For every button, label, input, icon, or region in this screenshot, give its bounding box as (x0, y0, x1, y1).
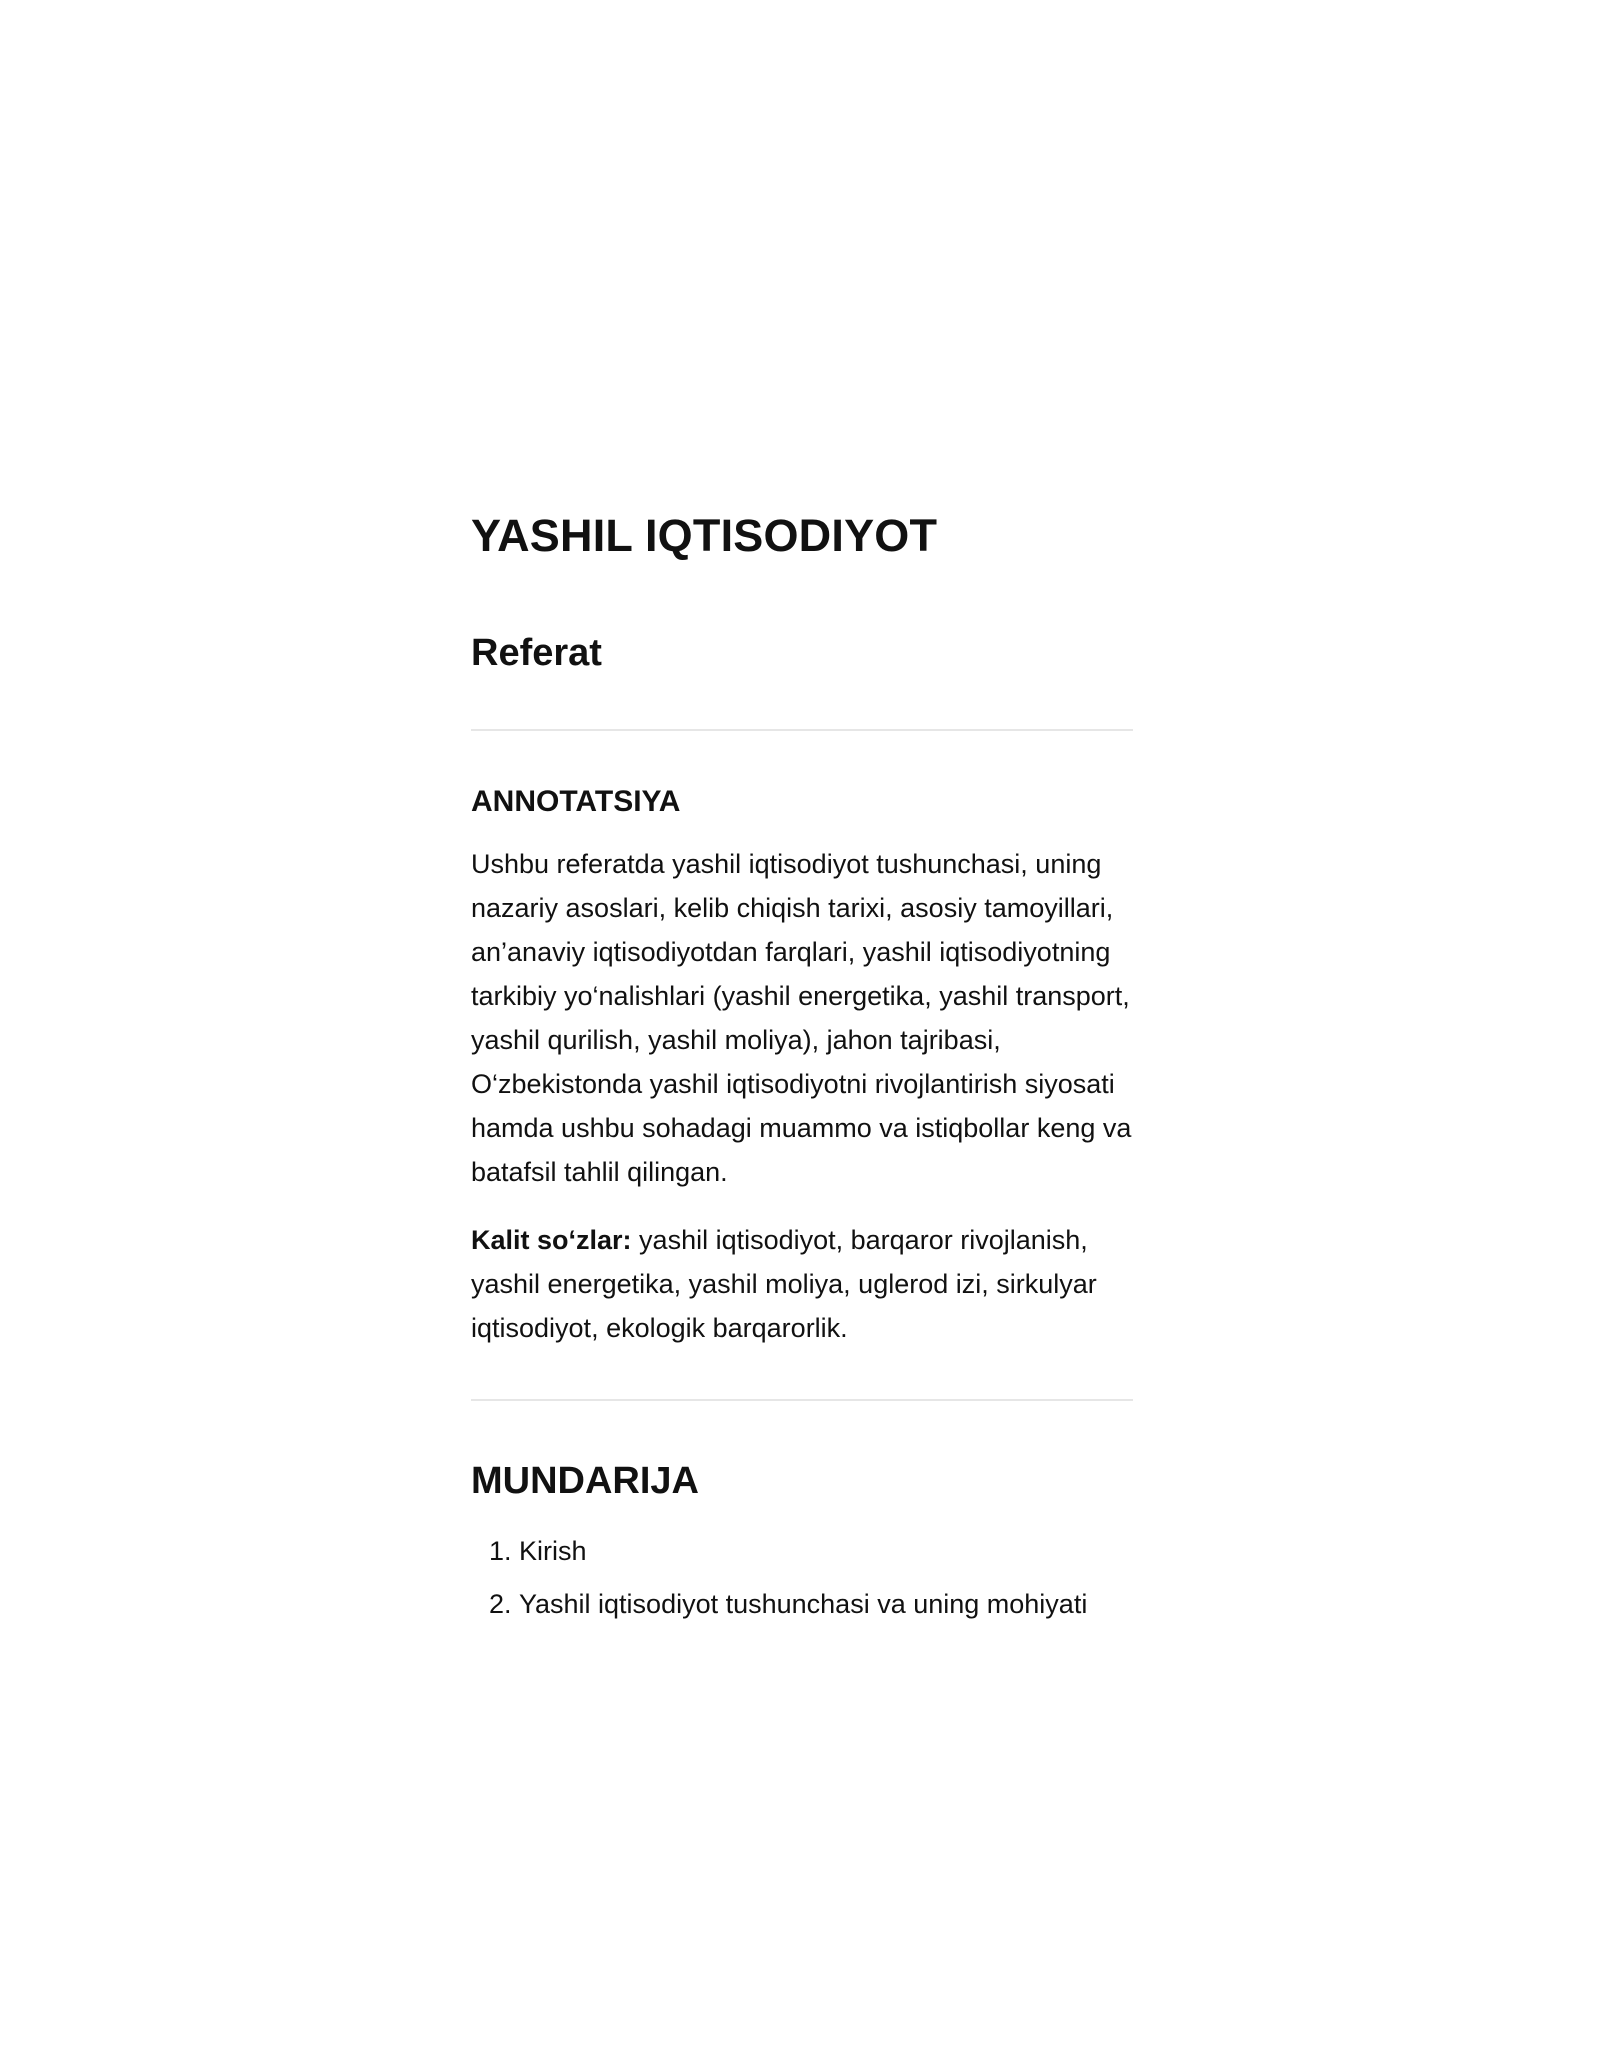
keywords-paragraph (471, 1218, 1133, 1350)
contents-item[interactable] (489, 1586, 1133, 1622)
annotation-text: Ushbu referatda yashil iqtisodiyot tushunchasi, uning nazariy asoslari, kelib chiqish tarixi, asosiy tamoyillari, an’anaviy iqtisodiyotdan farqlari, yashil iqtisodiyotning tarkibiy yo‘nalishlari (yashil energetika, yashil transport, yashil qurilish, yashil moliya), jahon tajribasi, O‘zbekistonda yashil iqtisodiyotni rivojlantirish siyosati hamda ushbu sohadagi muammo va istiqbollar keng va batafsil tahlil qilingan. (471, 849, 1132, 1188)
contents-heading: MUNDARIJA (471, 1460, 699, 1503)
contents-list (471, 1533, 1133, 1622)
annotation-section (471, 784, 1133, 1350)
annotation-heading: ANNOTATSIYA (471, 785, 681, 819)
contents-item-number: 2. (489, 1589, 512, 1620)
document-title: YASHIL IQTISODIYOT (471, 510, 938, 561)
contents-item-label: Yashil iqtisodiyot tushunchasi va uning mohiyati (519, 1589, 1088, 1620)
divider (471, 1399, 1133, 1401)
contents-item-number: 1. (489, 1536, 512, 1567)
keywords-text: yashil iqtisodiyot, barqaror rivojlanish, yashil energetika, yashil moliya, uglerod izi, sirkulyar iqtisodiyot, ekologik barqarorlik. (471, 1225, 1097, 1344)
contents-section (471, 1459, 1133, 1622)
divider (471, 729, 1133, 731)
contents-item[interactable] (489, 1533, 1133, 1569)
document-subtitle: Referat (471, 631, 602, 674)
document-page (471, 500, 1133, 1639)
keywords-label: Kalit so‘zlar: (471, 1225, 632, 1256)
contents-item-label: Kirish (519, 1536, 587, 1567)
